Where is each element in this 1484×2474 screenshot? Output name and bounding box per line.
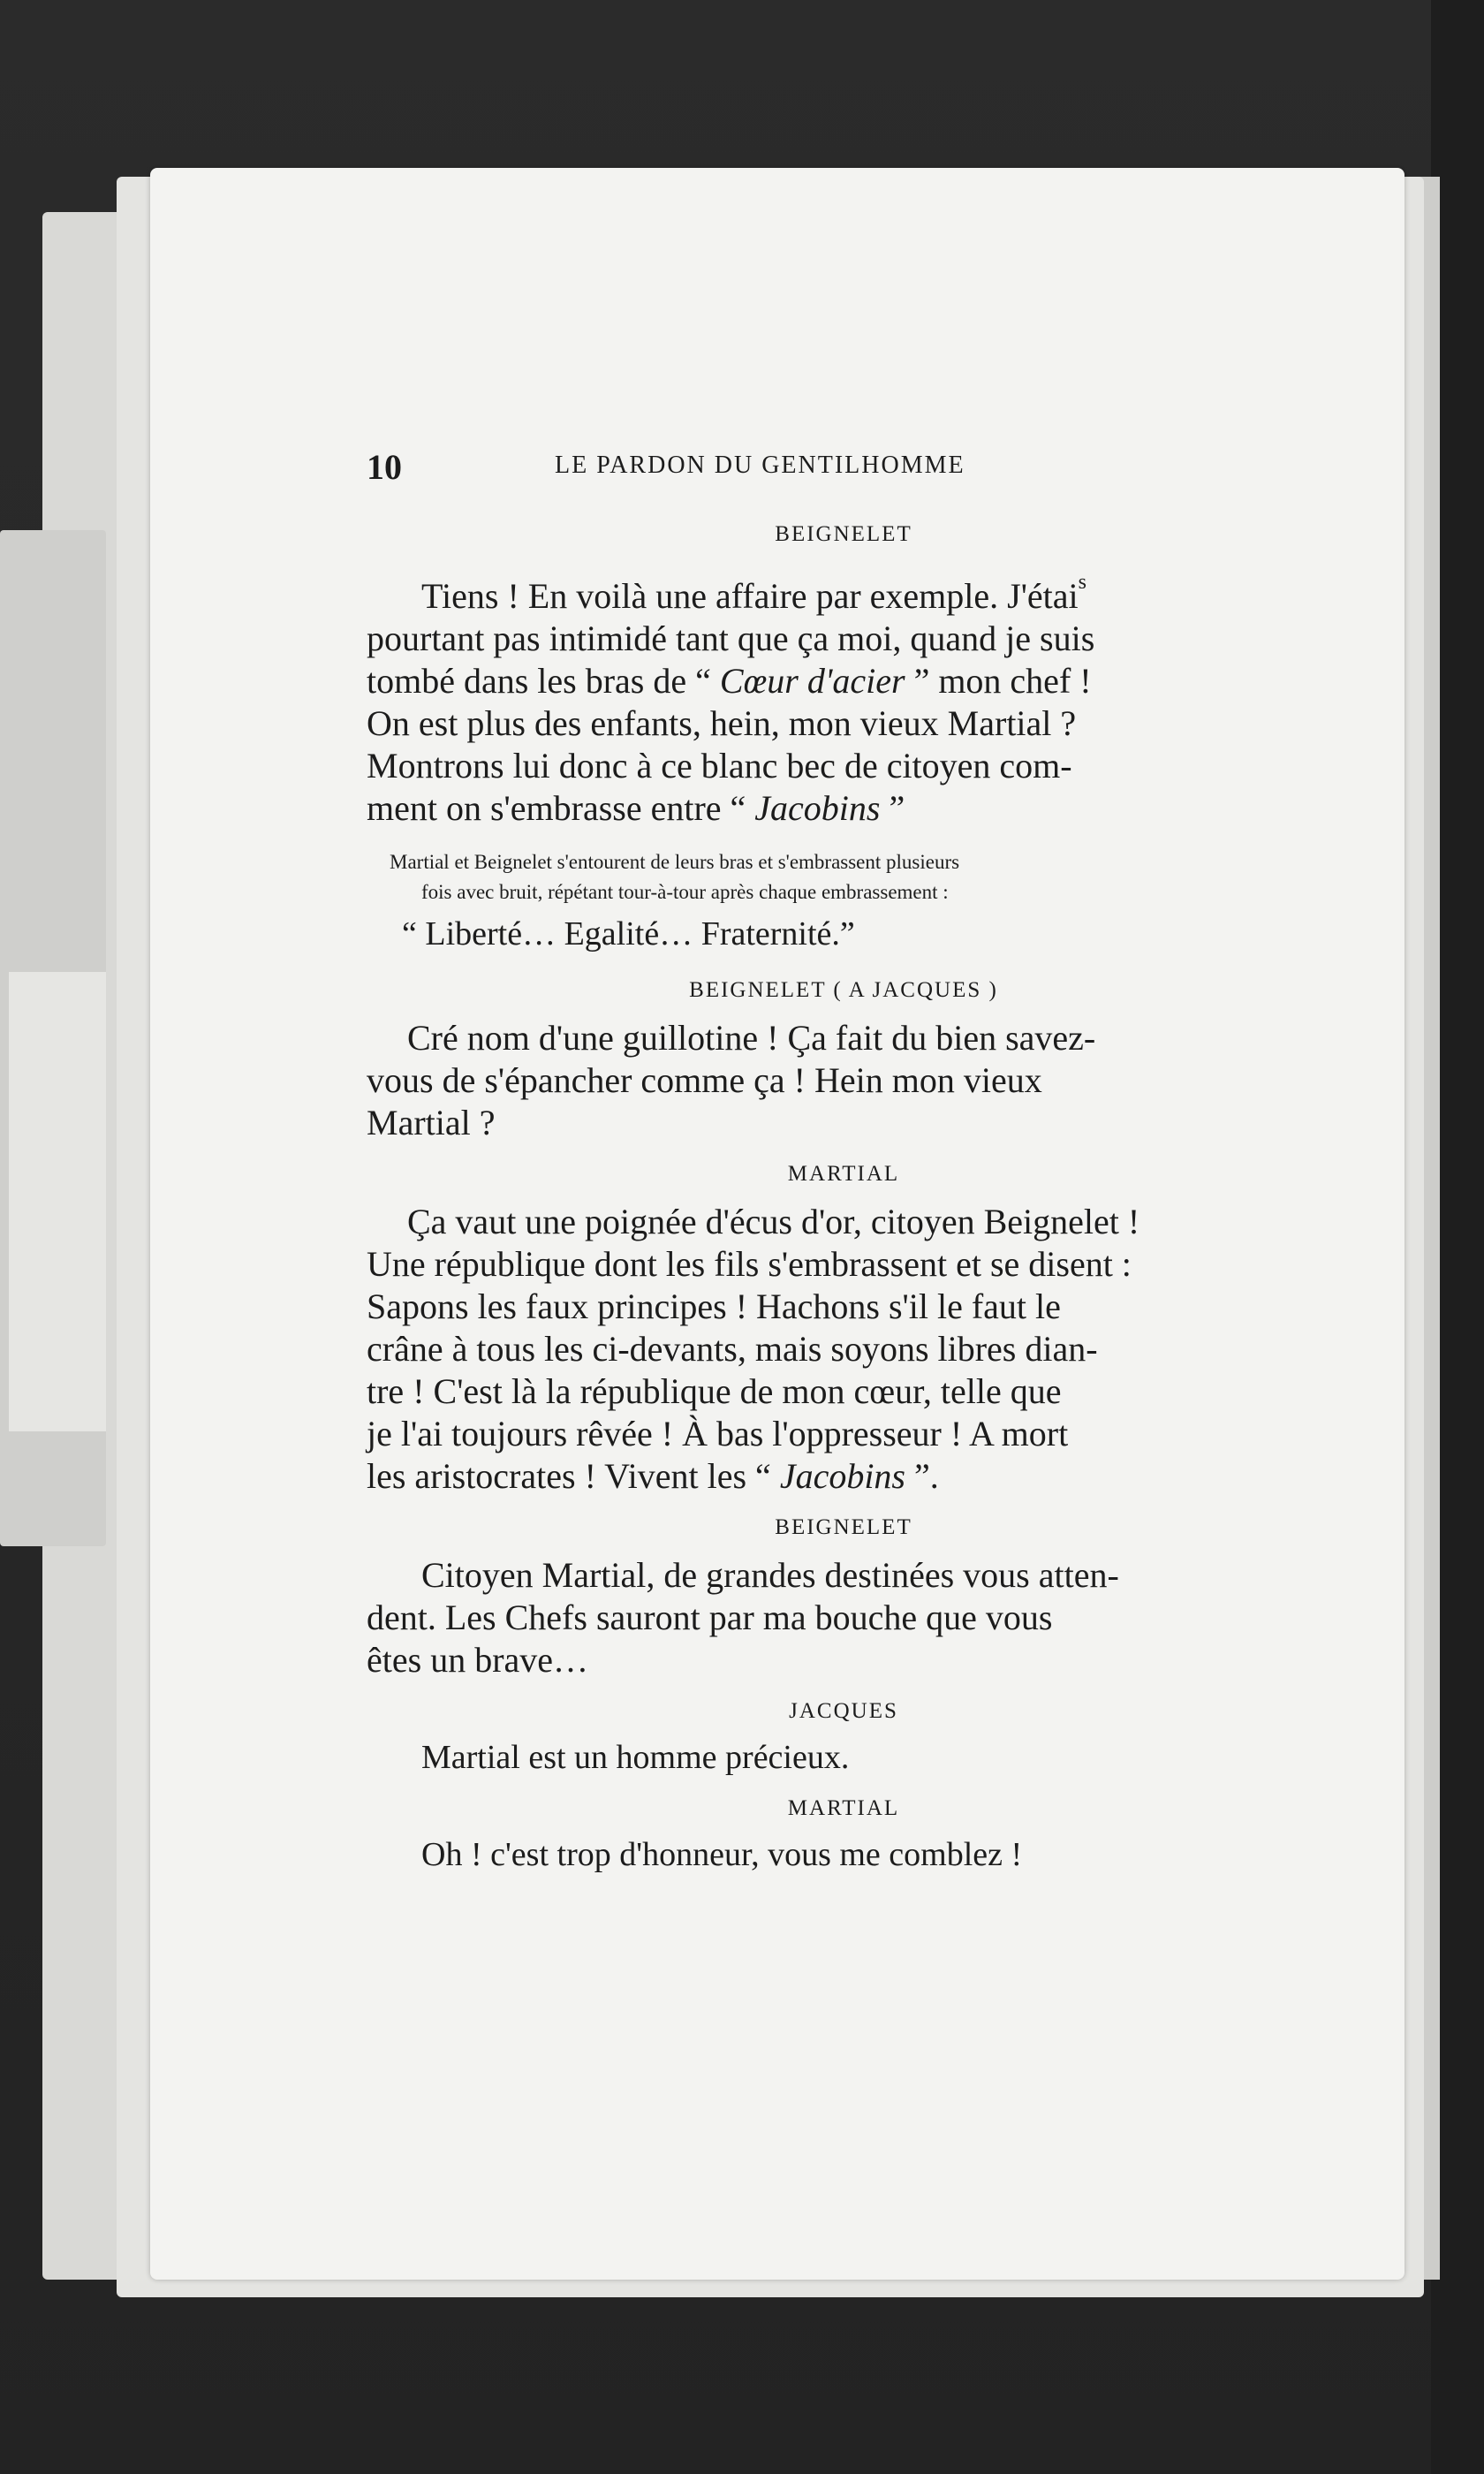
speech-line: êtes un brave… [367,1640,589,1680]
italic-title: Jacobins [754,788,881,828]
speech-line [367,561,1321,618]
stage-direction-line: fois avec bruit, répétant tour-à-tour après chaque embrassement : [421,881,949,903]
running-title: LE PARDON DU GENTILHOMME [555,452,965,479]
speech-paragraph [367,561,1321,830]
speech-line: dent. Les Chefs sauront par ma bouche que vous [367,1597,1053,1637]
speech-line-text: Tiens ! En voilà une affaire par exemple. J'étai [421,576,1079,616]
speaker-name: JACQUES [789,1699,898,1723]
italic-title: Cœur d'acier [719,661,905,701]
speaker-name: MARTIAL [787,1796,900,1820]
speech-line: Martial ? [367,1103,496,1142]
speech-line: Citoyen Martial, de grandes destinées vous atten- [421,1555,1119,1595]
marginal-mark: s [1078,571,1086,594]
page-number: 10 [367,447,402,487]
speaker-name: BEIGNELET [775,1515,912,1539]
speech-line: Sapons les faux principes ! Hachons s'il le faut le [367,1286,1061,1326]
italic-title: Jacobins [779,1456,905,1496]
speech-line: les aristocrates ! Vivent les “ Jacobins ”. [367,1456,939,1496]
speech-line: crâne à tous les ci-devants, mais soyons libres dian- [367,1329,1098,1369]
speech-paragraph [367,1554,1321,1681]
speech-line-short: Martial est un homme précieux. [421,1739,850,1776]
speech-line: je l'ai toujours rêvée ! À bas l'oppresseur ! A mort [367,1414,1069,1453]
torn-page-fragment-light [9,972,106,1431]
speech-line: Cré nom d'une guillotine ! Ça fait du bien savez- [407,1018,1096,1058]
page-text [367,446,1321,1893]
running-head [367,446,1321,499]
speech-line: tre ! C'est là la république de mon cœur, telle que [367,1371,1062,1411]
speech-line: ment on s'embrasse entre “ Jacobins ” [367,788,905,828]
speech-line: Ça vaut une poignée d'écus d'or, citoyen Beignelet ! [407,1202,1140,1241]
speech-line: pourtant pas intimidé tant que ça moi, quand je suis [367,618,1095,658]
stage-direction [367,847,1321,907]
speaker-name: MARTIAL [787,1162,900,1186]
speech-line: vous de s'épancher comme ça ! Hein mon vieux [367,1060,1042,1100]
speech-paragraph [367,1201,1321,1498]
speech-line: tombé dans les bras de “ Cœur d'acier ” mon chef ! [367,661,1092,701]
speaker-name: BEIGNELET [775,522,912,546]
chant-line: “ Liberté… Egalité… Fraternité.” [402,915,855,952]
stage-direction-line: Martial et Beignelet s'entourent de leurs bras et s'embrassent plusieurs [390,851,960,873]
speech-line: On est plus des enfants, hein, mon vieux Martial ? [367,703,1077,743]
speaker-name: BEIGNELET ( A JACQUES ) [689,978,998,1002]
speech-paragraph [367,1017,1321,1144]
speech-line: Montrons lui donc à ce blanc bec de citoyen com- [367,746,1072,785]
speech-line-short: Oh ! c'est trop d'honneur, vous me comblez ! [421,1836,1023,1873]
speech-line: Une république dont les fils s'embrassent et se disent : [367,1244,1132,1284]
